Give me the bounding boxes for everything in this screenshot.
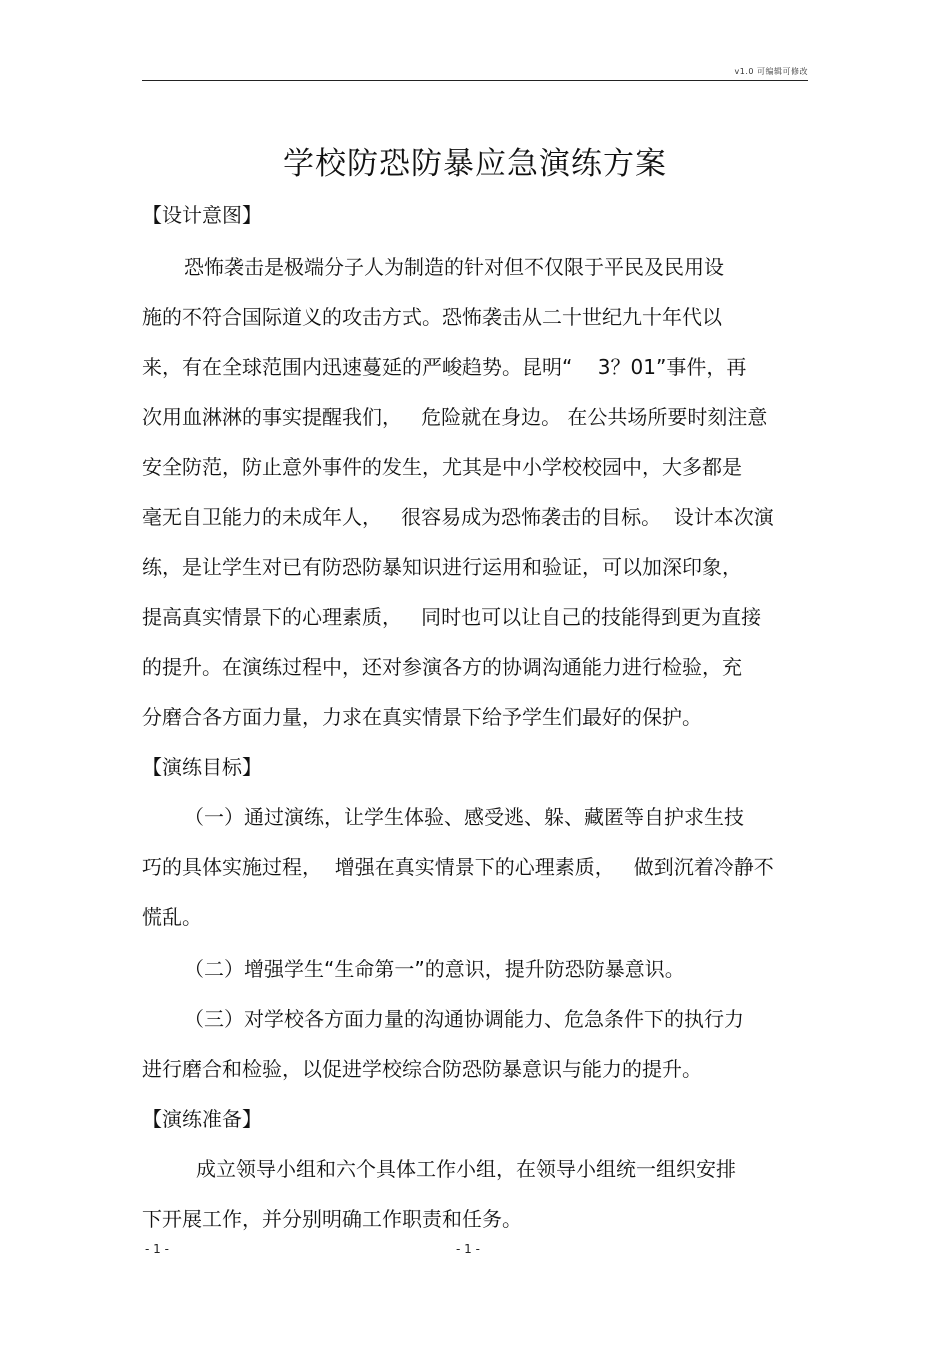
footer-page-number-left: - 1 - <box>145 1242 169 1256</box>
body-line: 进行磨合和检验，以促进学校综合防恐防暴意识与能力的提升。 <box>142 1057 702 1081</box>
body-line: 巧的具体实施过程， 增强在真实情景下的心理素质， 做到沉着冷静不 <box>142 855 774 879</box>
document-title: 学校防恐防暴应急演练方案 <box>283 146 667 182</box>
body-line: （三）对学校各方面力量的沟通协调能力、危急条件下的执行力 <box>184 1007 744 1031</box>
body-line: 练，是让学生对已有防恐防暴知识进行运用和验证，可以加深印象， <box>142 555 742 579</box>
footer-page-number-center: - 1 - <box>456 1242 480 1256</box>
section-heading-design-intent: 【设计意图】 <box>142 203 262 227</box>
body-line: 的提升。在演练过程中，还对参演各方的协调沟通能力进行检验，充 <box>142 655 742 679</box>
body-line: （一）通过演练，让学生体验、感受逃、躲、藏匿等自护求生技 <box>184 805 744 829</box>
body-line: 次用血淋淋的事实提醒我们， 危险就在身边。 在公共场所要时刻注意 <box>142 405 768 429</box>
body-line: 慌乱。 <box>142 905 202 929</box>
body-line: 下开展工作，并分别明确工作职责和任务。 <box>142 1207 522 1231</box>
body-line: 恐怖袭击是极端分子人为制造的针对但不仅限于平民及民用设 <box>184 255 724 279</box>
body-line: （二）增强学生“生命第一”的意识，提升防恐防暴意识。 <box>184 957 685 981</box>
body-line: 毫无自卫能力的未成年人， 很容易成为恐怖袭击的目标。 设计本次演 <box>142 505 774 529</box>
body-line: 提高真实情景下的心理素质， 同时也可以让自己的技能得到更为直接 <box>142 605 762 629</box>
body-line: 成立领导小组和六个具体工作小组，在领导小组统一组织安排 <box>196 1157 736 1181</box>
body-line: 分磨合各方面力量，力求在真实情景下给予学生们最好的保护。 <box>142 705 702 729</box>
section-heading-drill-goals: 【演练目标】 <box>142 755 262 779</box>
body-line: 安全防范，防止意外事件的发生，尤其是中小学校校园中，大多都是 <box>142 455 742 479</box>
section-heading-drill-preparation: 【演练准备】 <box>142 1107 262 1131</box>
body-line: 来，有在全球范围内迅速蔓延的严峻趋势。昆明“ 3？01”事件，再 <box>142 355 747 379</box>
header-version-note: v1.0 可编辑可修改 <box>734 67 808 76</box>
body-line: 施的不符合国际道义的攻击方式。恐怖袭击从二十世纪九十年代以 <box>142 305 722 329</box>
header-rule <box>142 80 808 81</box>
